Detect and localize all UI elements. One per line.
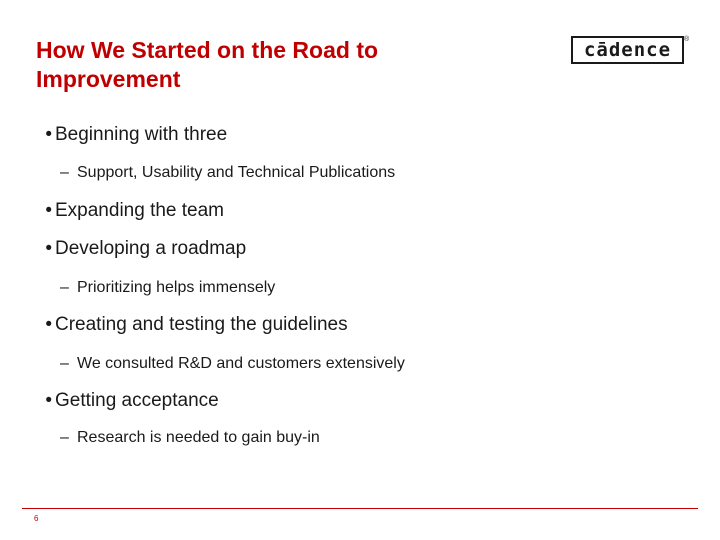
bullet-text: Beginning with three — [55, 124, 228, 145]
bullet-text: Developing a roadmap — [55, 238, 247, 259]
dash-icon: – — [60, 279, 69, 296]
footer-divider — [22, 508, 698, 509]
bullet-item — [36, 199, 224, 223]
bullet-text: Expanding the team — [55, 200, 225, 221]
bullet-icon: • — [45, 238, 52, 259]
cadence-logo — [571, 36, 684, 64]
sub-bullet-item — [36, 163, 395, 183]
slide-title — [36, 36, 506, 94]
sub-bullet-item — [36, 428, 320, 448]
bullet-icon: • — [45, 314, 52, 335]
page-number: 6 — [34, 514, 39, 523]
registered-mark: ® — [684, 36, 690, 43]
sub-bullet-text: Prioritizing helps immensely — [77, 279, 276, 296]
bullet-icon: • — [45, 390, 52, 411]
sub-bullet-item — [36, 354, 405, 374]
sub-bullet-text: Research is needed to gain buy-in — [77, 429, 320, 446]
sub-bullet-text: We consulted R&D and customers extensively — [77, 355, 405, 372]
bullet-item — [36, 237, 246, 261]
logo-wordmark: cādence — [583, 38, 672, 61]
bullet-item — [36, 389, 219, 413]
dash-icon: – — [60, 164, 69, 181]
dash-icon: – — [60, 429, 69, 446]
bullet-item — [36, 123, 227, 147]
sub-bullet-text: Support, Usability and Technical Publications — [77, 164, 396, 181]
bullet-item — [36, 313, 348, 337]
bullet-icon: • — [45, 200, 52, 221]
bullet-list — [36, 116, 696, 476]
bullet-text: Creating and testing the guidelines — [55, 314, 348, 335]
bullet-text: Getting acceptance — [55, 390, 219, 411]
sub-bullet-item — [36, 278, 275, 298]
slide-title-line-2: Improvement — [36, 66, 181, 92]
slide-title-line-1: How We Started on the Road to — [36, 37, 379, 63]
bullet-icon: • — [45, 124, 52, 145]
dash-icon: – — [60, 355, 69, 372]
